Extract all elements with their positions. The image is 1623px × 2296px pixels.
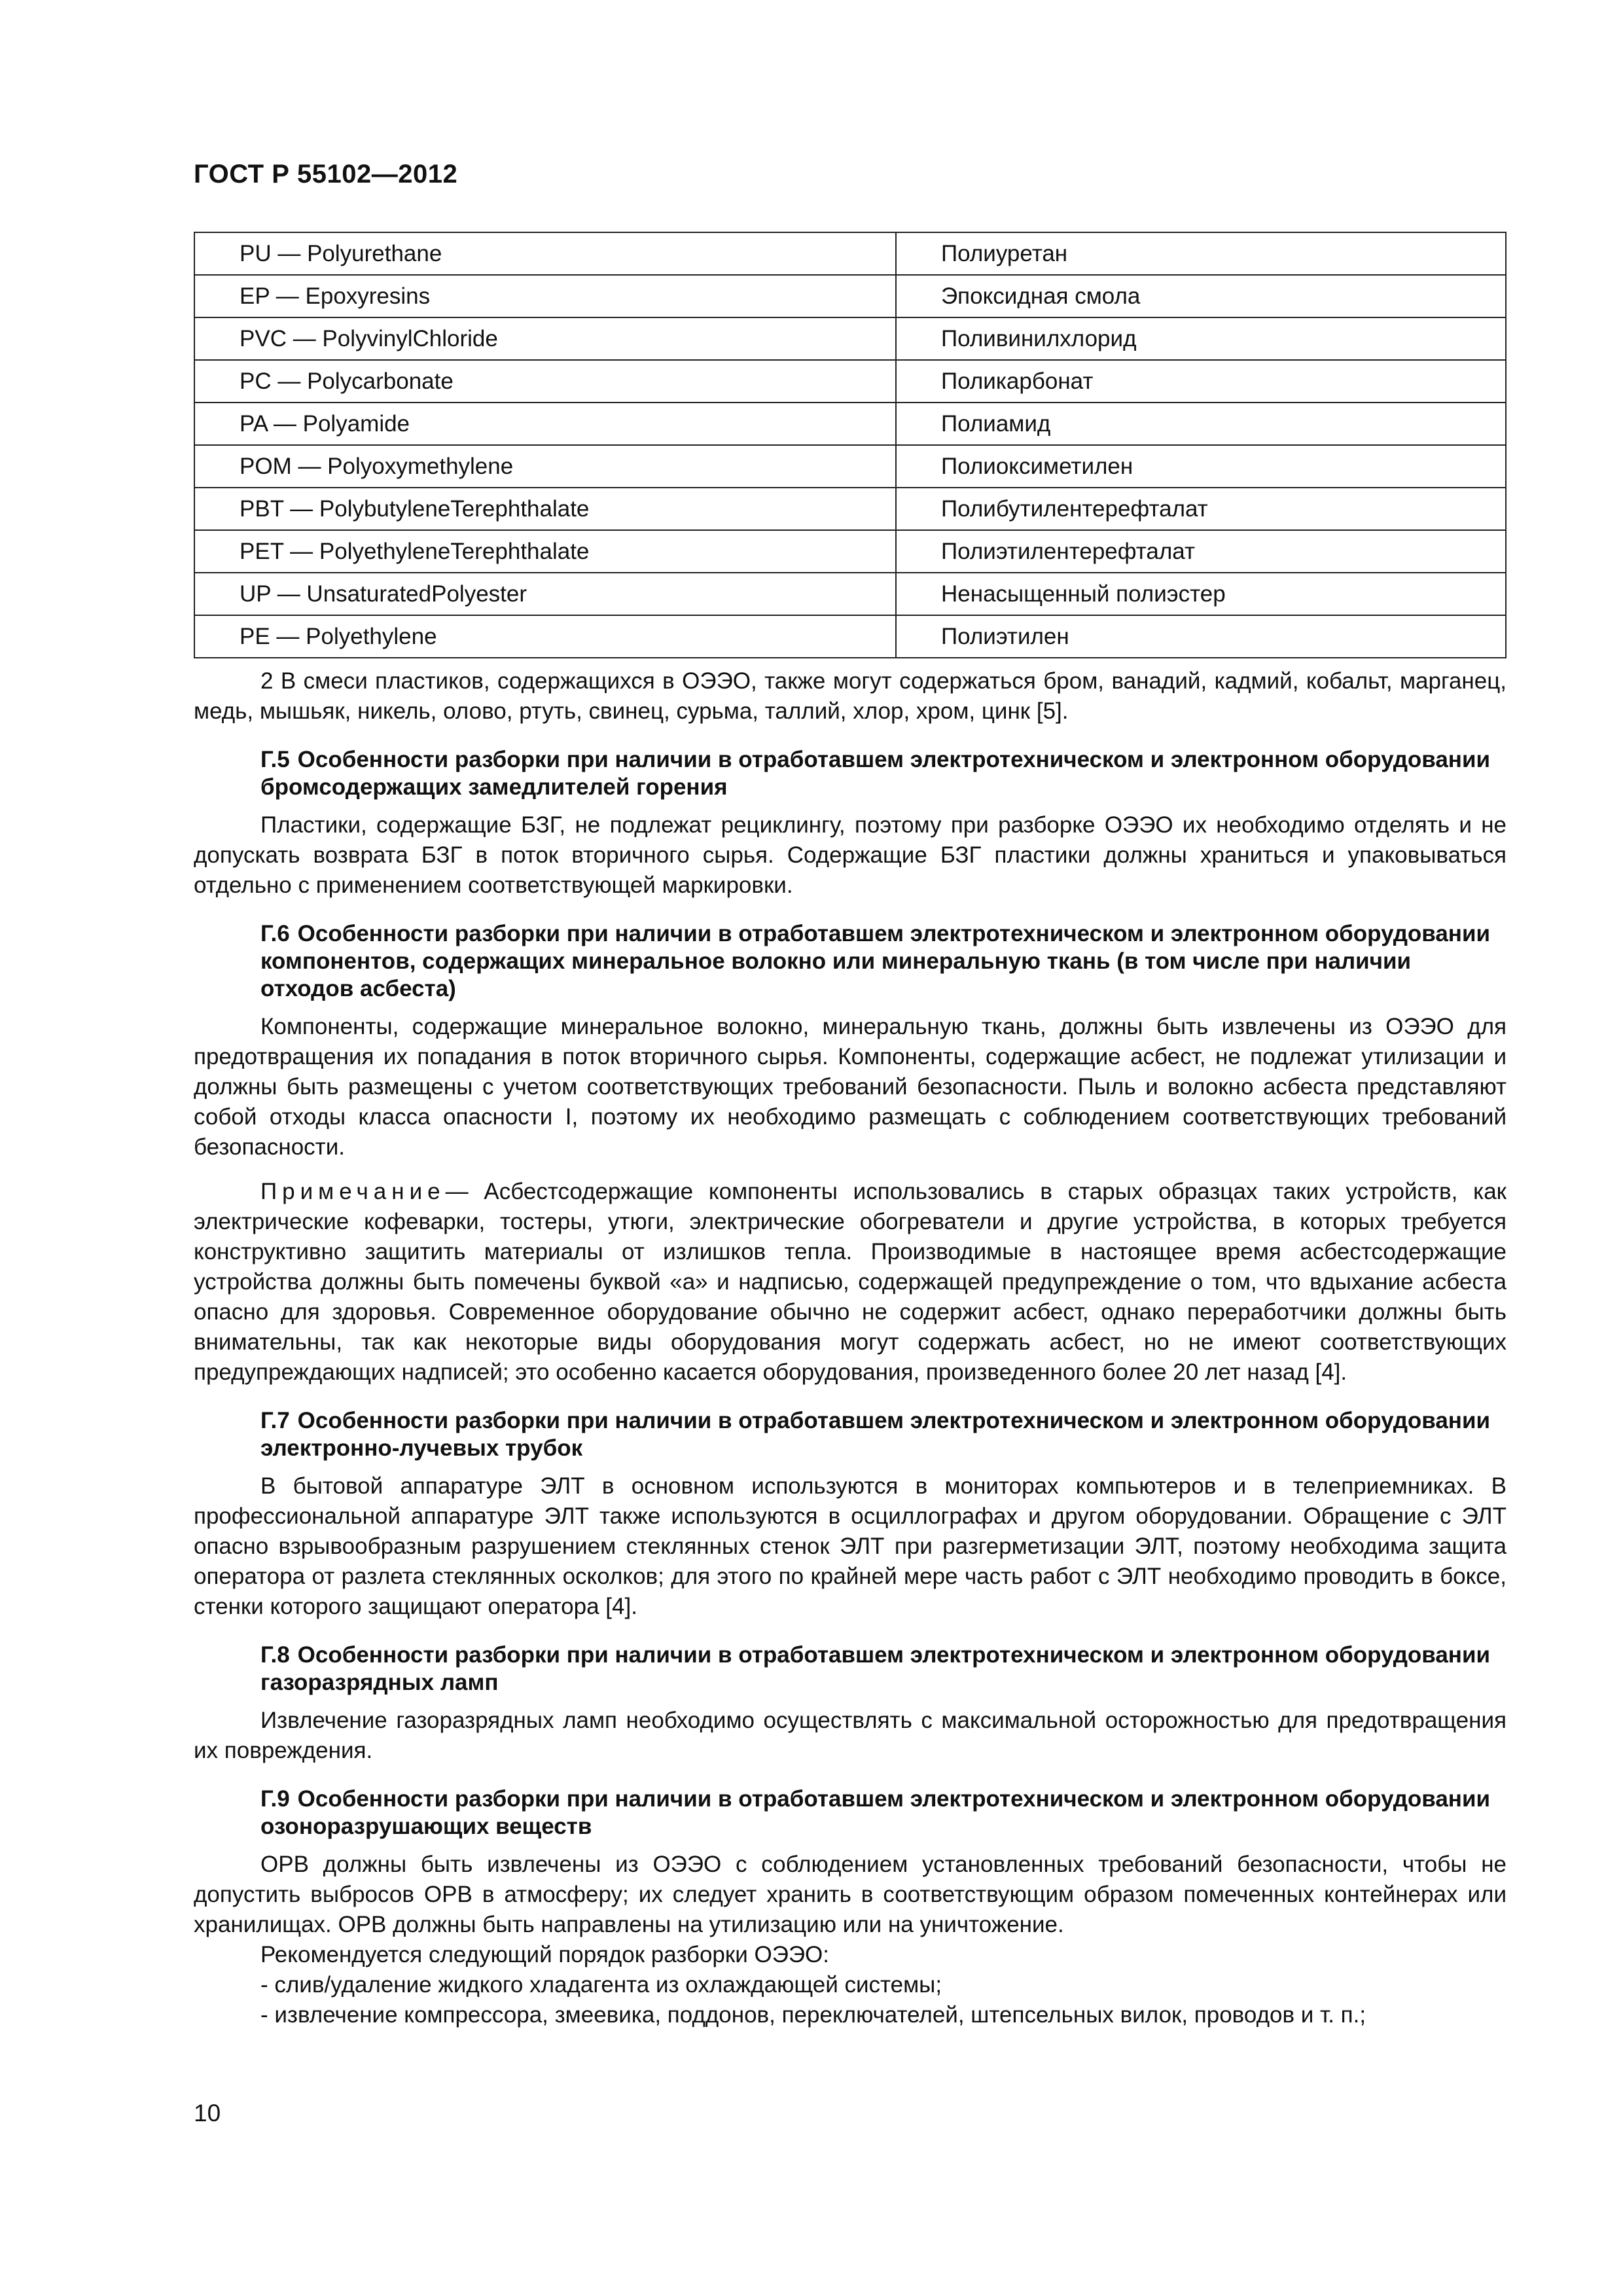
table-cell-en: PU — Polyurethane [194, 232, 896, 275]
section-title-g9 [260, 1785, 1507, 1840]
section-number: Г.6 [260, 921, 290, 946]
table-cell-ru: Полиэтилен [896, 615, 1506, 658]
section-note-g6 [194, 1177, 1507, 1388]
table-row [194, 317, 1506, 360]
page-number: 10 [194, 2100, 221, 2126]
table-row [194, 232, 1506, 275]
table-cell-ru: Полиэтилентерефталат [896, 530, 1506, 573]
section-heading: Особенности разборки при наличии в отработавшем электротехническом и электронном оборудовании электронно-лучевых трубок [260, 1408, 1490, 1461]
table-row [194, 530, 1506, 573]
table-row [194, 360, 1506, 403]
table-row [194, 573, 1506, 615]
section-heading: Особенности разборки при наличии в отработавшем электротехническом и электронном оборудовании озоноразрушающих веществ [260, 1786, 1490, 1839]
table-cell-en: EP — Epoxyresins [194, 275, 896, 317]
section-body-g7: В бытовой аппаратуре ЭЛТ в основном используются в мониторах компьютеров и в телеприемниках. В профессиональной аппаратуре ЭЛТ также используются в осциллографах и другом оборудовании. Обращение с ЭЛТ опасно взрывообразным разрушением стеклянных стенок ЭЛТ при разгерметизации ЭЛТ, поэтому необходима защита оператора от разлета стеклянных осколков; для этого по крайней мере часть работ с ЭЛТ необходимо проводить в боксе, стенки которого защищают оператора [4]. [194, 1473, 1507, 1619]
table-cell-ru: Поликарбонат [896, 360, 1506, 403]
table-row [194, 275, 1506, 317]
table-cell-ru: Полибутилентерефталат [896, 488, 1506, 530]
section-title-g5 [260, 746, 1507, 801]
section-title-g8 [260, 1641, 1507, 1696]
table-row [194, 445, 1506, 488]
section-number: Г.5 [260, 747, 290, 772]
table-cell-ru: Эпоксидная смола [896, 275, 1506, 317]
table-cell-ru: Полиуретан [896, 232, 1506, 275]
section-number: Г.9 [260, 1786, 290, 1812]
section-number: Г.7 [260, 1408, 290, 1433]
table-cell-en: UP — UnsaturatedPolyester [194, 573, 896, 615]
table-cell-ru: Полиамид [896, 403, 1506, 445]
section-title-g6 [260, 920, 1507, 1003]
document-code-header: ГОСТ Р 55102—2012 [194, 160, 458, 188]
table-cell-en: PE — Polyethylene [194, 615, 896, 658]
section-heading: Особенности разборки при наличии в отработавшем электротехническом и электронном оборудовании бромсодержащих замедлителей горения [260, 747, 1490, 800]
list-item: - извлечение компрессора, змеевика, поддонов, переключателей, штепсельных вилок, проводов и т. п.; [260, 2002, 1366, 2028]
table-note-2: 2 В смеси пластиков, содержащихся в ОЭЭО, также могут содержаться бром, ванадий, кадмий, кобальт, марганец, медь, мышьяк, никель, олово, ртуть, свинец, сурьма, таллий, хлор, хром, цинк [5]. [194, 668, 1507, 724]
table-cell-en: PC — Polycarbonate [194, 360, 896, 403]
table-cell-ru: Ненасыщенный полиэстер [896, 573, 1506, 615]
note-label: Примечание [260, 1179, 446, 1204]
abbreviations-table [194, 232, 1507, 658]
section-heading: Особенности разборки при наличии в отработавшем электротехническом и электронном оборудовании газоразрядных ламп [260, 1642, 1490, 1695]
note-text: — Асбестсодержащие компоненты использовались в старых образцах таких устройств, как электрические кофеварки, тостеры, утюги, электрические обогреватели и другие устройства, в которых требуется конструктивно защитить материалы от излишков тепла. Производимые в настоящее время асбестсодержащие устройства должны быть помечены буквой «а» и надписью, содержащей предупреждение о том, что вдыхание асбеста опасно для здоровья. Современное оборудование обычно не содержит асбест, однако переработчики должны быть внимательны, так как некоторые виды оборудования могут содержать асбест, но не имеют соответствующих предупреждающих надписей; это особенно касается оборудования, произведенного более 20 лет назад [4]. [194, 1179, 1507, 1385]
section-body-g5: Пластики, содержащие БЗГ, не подлежат рециклингу, поэтому при разборке ОЭЭО их необходимо отделять и не допускать возврата БЗГ в поток вторичного сырья. Содержащие БЗГ пластики должны храниться и упаковываться отдельно с применением соответствующей маркировки. [194, 812, 1507, 898]
table-cell-en: PA — Polyamide [194, 403, 896, 445]
table-row [194, 488, 1506, 530]
section-heading: Особенности разборки при наличии в отработавшем электротехническом и электронном оборудовании компонентов, содержащих минеральное волокно или минеральную ткань (в том числе при наличии отходов асбеста) [260, 921, 1490, 1001]
table-cell-en: PVC — PolyvinylChloride [194, 317, 896, 360]
section-body-g6: Компоненты, содержащие минеральное волокно, минеральную ткань, должны быть извлечены из ОЭЭО для предотвращения их попадания в поток вторичного сырья. Компоненты, содержащие асбест, не подлежат утилизации и должны быть размещены с учетом соответствующих требований безопасности. Пыль и волокно асбеста представляют собой отходы класса опасности I, поэтому их необходимо размещать с соблюдением соответствующих требований безопасности. [194, 1014, 1507, 1160]
section-title-g7 [260, 1407, 1507, 1462]
section-number: Г.8 [260, 1642, 290, 1668]
document-body [194, 232, 1507, 2030]
table-cell-ru: Полиоксиметилен [896, 445, 1506, 488]
table-cell-en: PET — PolyethyleneTerephthalate [194, 530, 896, 573]
table-cell-en: POM — Polyoxymethylene [194, 445, 896, 488]
section-body-g8: Извлечение газоразрядных ламп необходимо осуществлять с максимальной осторожностью для предотвращения их повреждения. [194, 1708, 1507, 1763]
list-item: - слив/удаление жидкого хладагента из охлаждающей системы; [260, 1972, 942, 1998]
table-row [194, 403, 1506, 445]
table-cell-en: PBT — PolybutyleneTerephthalate [194, 488, 896, 530]
table-row [194, 615, 1506, 658]
table-cell-ru: Поливинилхлорид [896, 317, 1506, 360]
order-intro: Рекомендуется следующий порядок разборки ОЭЭО: [260, 1942, 829, 1967]
section-body-g9: ОРВ должны быть извлечены из ОЭЭО с соблюдением установленных требований безопасности, чтобы не допустить выбросов ОРВ в атмосферу; их следует хранить в соответствующим образом помеченных контейнерах или хранилищах. ОРВ должны быть направлены на утилизацию или на уничтожение. [194, 1852, 1507, 1937]
